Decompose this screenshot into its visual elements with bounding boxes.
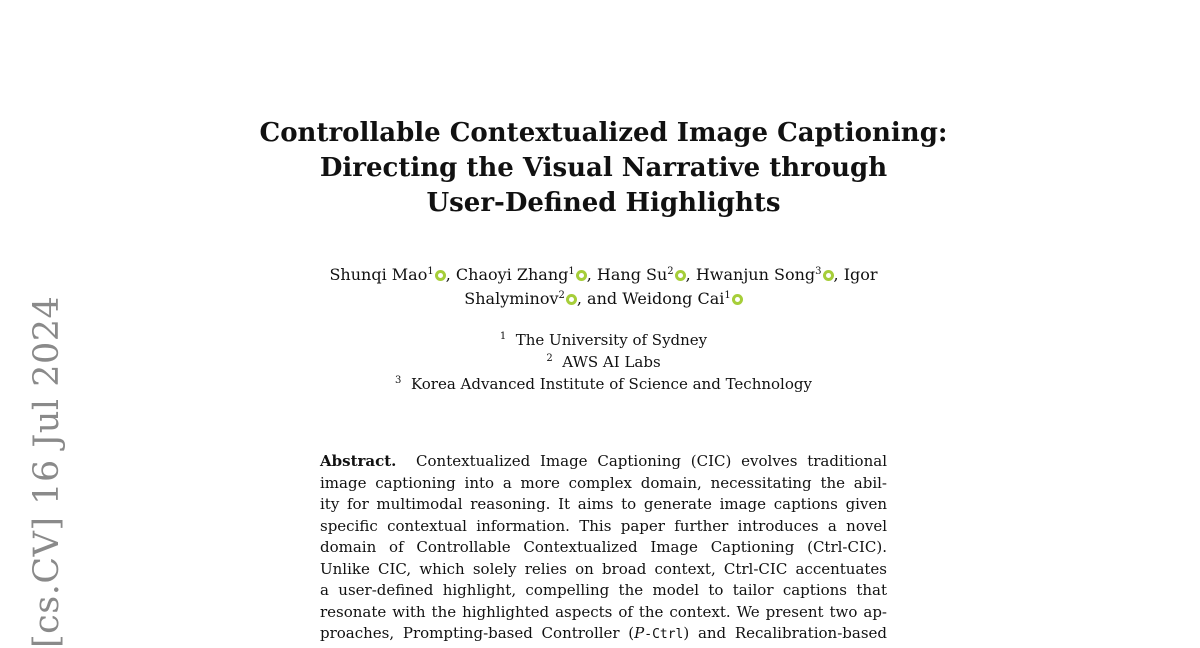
abstract-line — [320, 623, 887, 645]
title-line: Directing the Visual Narrative through — [319, 153, 888, 183]
title-line: User-Defined Highlights — [426, 188, 781, 218]
author-separator: , Igor — [833, 265, 878, 284]
affiliation-number: 2 — [546, 353, 553, 364]
author-affiliation-mark: 3 — [815, 266, 822, 277]
affiliation-name: Korea Advanced Institute of Science and Technology — [410, 375, 812, 393]
abstract-line: resonate with the highlighted aspects of the context. We present two ap- — [320, 602, 887, 621]
orcid-icon[interactable] — [435, 270, 446, 281]
abstract-line: specific contextual information. This paper further introduces a novel — [320, 516, 887, 535]
arxiv-identifier-stamp: [cs.CV] 16 Jul 2024 — [27, 295, 67, 648]
author-line — [0, 263, 1200, 287]
code-token: -Ctrl — [644, 627, 684, 642]
orcid-icon[interactable] — [576, 270, 587, 281]
affiliation-list — [0, 329, 1200, 395]
author-name: Hwanjun Song — [695, 265, 816, 284]
author-name: Shunqi Mao — [329, 265, 428, 284]
affiliation-number: 1 — [499, 331, 507, 342]
author-name: Hang Su — [596, 265, 668, 284]
abstract-line — [320, 451, 887, 473]
author-name: Weidong Cai — [622, 289, 725, 308]
author-separator: , and — [576, 289, 623, 308]
abstract-line: a user-defined highlight, compelling the model to tailor captions that — [320, 581, 887, 599]
affiliation-number: 3 — [395, 375, 402, 386]
math-symbol: P — [634, 624, 645, 642]
author-line — [0, 287, 1200, 311]
affiliation — [0, 351, 1200, 373]
orcid-icon[interactable] — [732, 294, 743, 305]
orcid-icon[interactable] — [823, 270, 834, 281]
title-line: Controllable Contextualized Image Captioning: — [259, 118, 948, 148]
author-affiliation-mark: 1 — [427, 266, 434, 277]
author-name: Shalyminov — [464, 289, 559, 308]
author-affiliation-mark: 2 — [558, 290, 565, 301]
abstract — [320, 451, 887, 645]
abstract-line: image captioning into a more complex domain, necessitating the abil- — [320, 473, 887, 492]
abstract-text: ) and Recalibration-based — [683, 624, 887, 642]
paper-title — [0, 116, 1200, 221]
abstract-text: proaches, Prompting-based Controller ( — [320, 624, 635, 642]
affiliation-name: AWS AI Labs — [562, 353, 661, 371]
author-list — [0, 263, 1200, 311]
abstract-line: Unlike CIC, which solely relies on broad context, Ctrl-CIC accentuates — [320, 559, 887, 578]
author-name: Chaoyi Zhang — [455, 265, 569, 284]
author-affiliation-mark: 2 — [667, 266, 674, 277]
abstract-line: domain of Controllable Contextualized Image Captioning (Ctrl-CIC). — [320, 538, 887, 556]
author-separator: , — [685, 265, 696, 284]
affiliation — [0, 373, 1200, 395]
affiliation — [0, 329, 1200, 351]
author-separator: , — [445, 265, 456, 284]
abstract-line: ity for multimodal reasoning. It aims to generate image captions given — [320, 495, 887, 513]
author-affiliation-mark: 1 — [568, 266, 575, 277]
orcid-icon[interactable] — [675, 270, 686, 281]
abstract-text: Contextualized Image Captioning (CIC) evolves traditional — [416, 452, 887, 470]
abstract-label: Abstract. — [320, 452, 397, 470]
affiliation-name: The University of Sydney — [515, 331, 708, 349]
orcid-icon[interactable] — [566, 294, 577, 305]
author-separator: , — [586, 265, 597, 284]
author-affiliation-mark: 1 — [724, 290, 731, 301]
